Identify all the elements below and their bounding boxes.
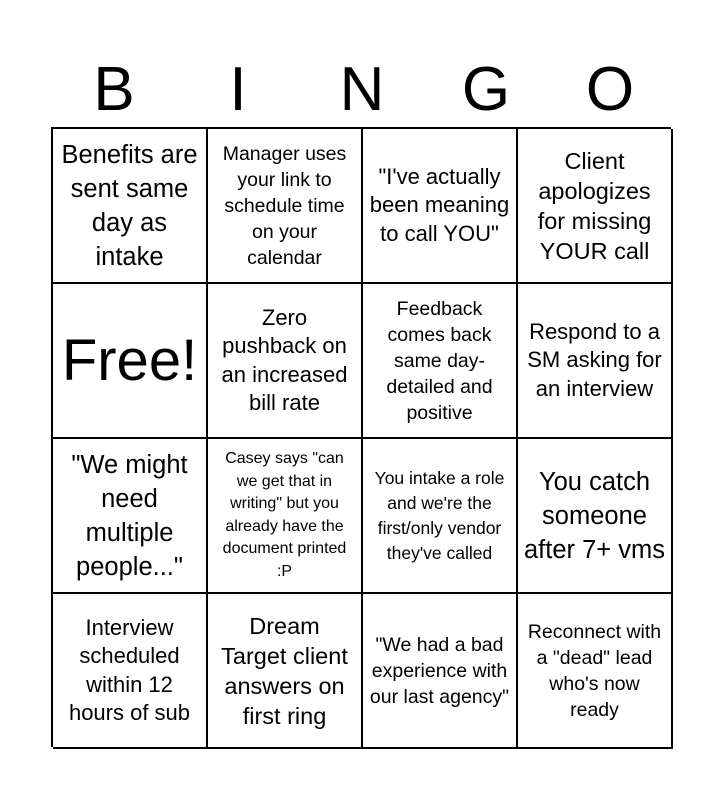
bingo-cell-3[interactable]: "I've actually been meaning to call YOU"	[363, 129, 518, 284]
bingo-cell-2[interactable]: Manager uses your link to schedule time on your calendar	[208, 129, 363, 284]
bingo-cell-8[interactable]: Respond to a SM asking for an interview	[518, 284, 673, 439]
bingo-cell-11[interactable]: You intake a role and we're the first/only vendor they've called	[363, 439, 518, 594]
bingo-cell-4[interactable]: Client apologizes for missing YOUR call	[518, 129, 673, 284]
header-letter-b: B	[93, 55, 135, 124]
bingo-header	[52, 52, 672, 128]
header-letter-i: I	[229, 55, 247, 124]
bingo-cell-16[interactable]: Reconnect with a "dead" lead who's now ready	[518, 594, 673, 749]
bingo-cell-6[interactable]: Zero pushback on an increased bill rate	[208, 284, 363, 439]
bingo-cell-12[interactable]: You catch someone after 7+ vms	[518, 439, 673, 594]
bingo-cell-7[interactable]: Feedback comes back same day-detailed and positive	[363, 284, 518, 439]
bingo-cell-free[interactable]: Free!	[53, 284, 208, 439]
bingo-cell-14[interactable]: Dream Target client answers on first ring	[208, 594, 363, 749]
bingo-cell-9[interactable]: "We might need multiple people..."	[53, 439, 208, 594]
bingo-cell-13[interactable]: Interview scheduled within 12 hours of sub	[53, 594, 208, 749]
bingo-cell-1[interactable]: Benefits are sent same day as intake	[53, 129, 208, 284]
bingo-cell-10[interactable]: Casey says "can we get that in writing" but you already have the document printed :P	[208, 439, 363, 594]
header-letter-n: N	[339, 55, 385, 124]
header-letter-g: G	[461, 55, 511, 124]
bingo-cell-15[interactable]: "We had a bad experience with our last agency"	[363, 594, 518, 749]
bingo-grid	[51, 127, 671, 747]
header-letter-o: O	[585, 55, 635, 124]
